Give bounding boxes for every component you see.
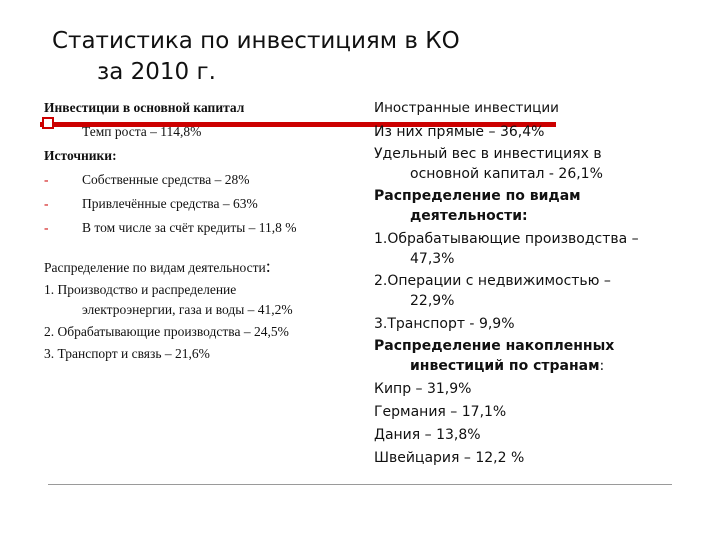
foreign-item-1-line-2: 47,3% — [410, 251, 455, 267]
bottom-divider — [48, 484, 672, 485]
square-bullet-icon — [42, 117, 54, 129]
growth-rate: Темп роста – 114,8% — [82, 124, 202, 139]
countries-heading-1: Распределение накопленных — [374, 338, 615, 354]
country-item: Германия – 17,1% — [374, 404, 507, 420]
country-item: Швейцария – 12,2 % — [374, 450, 525, 466]
foreign-distribution-heading-2: деятельности: — [410, 208, 528, 224]
title-line-1: Статистика по инвестициям в КО — [52, 28, 460, 54]
activity-item-1-line-2: электроэнергии, газа и воды – 41,2% — [82, 302, 293, 317]
sources-label: Источники: — [44, 148, 117, 163]
title-line-2: за 2010 г. — [97, 59, 216, 85]
activity-distribution-heading: Распределение по видам деятельности: — [44, 256, 271, 276]
foreign-item-3: 3.Транспорт - 9,9% — [374, 316, 515, 332]
direct-investment: Из них прямые – 36,4% — [374, 124, 545, 140]
country-item: Дания – 13,8% — [374, 427, 481, 443]
activity-item-1-line-1: 1. Производство и распределение — [44, 282, 237, 297]
share-line-2: основной капитал - 26,1% — [410, 166, 603, 182]
fixed-capital-heading: Инвестиции в основной капитал — [44, 100, 245, 115]
countries-heading-2: инвестиций по странам: — [410, 358, 605, 374]
activity-item-3: 3. Транспорт и связь – 21,6% — [44, 346, 210, 361]
foreign-distribution-heading-1: Распределение по видам — [374, 188, 581, 204]
share-line-1: Удельный вес в инвестициях в — [374, 146, 602, 162]
foreign-investment-heading: Иностранные инвестиции — [374, 100, 559, 116]
foreign-item-2-line-1: 2.Операции с недвижимостью – — [374, 273, 611, 289]
country-item: Кипр – 31,9% — [374, 381, 472, 397]
foreign-item-1-line-1: 1.Обрабатывающие производства – — [374, 231, 639, 247]
foreign-item-2-line-2: 22,9% — [410, 293, 455, 309]
activity-item-2: 2. Обрабатывающие производства – 24,5% — [44, 324, 289, 339]
page-title — [52, 26, 572, 88]
